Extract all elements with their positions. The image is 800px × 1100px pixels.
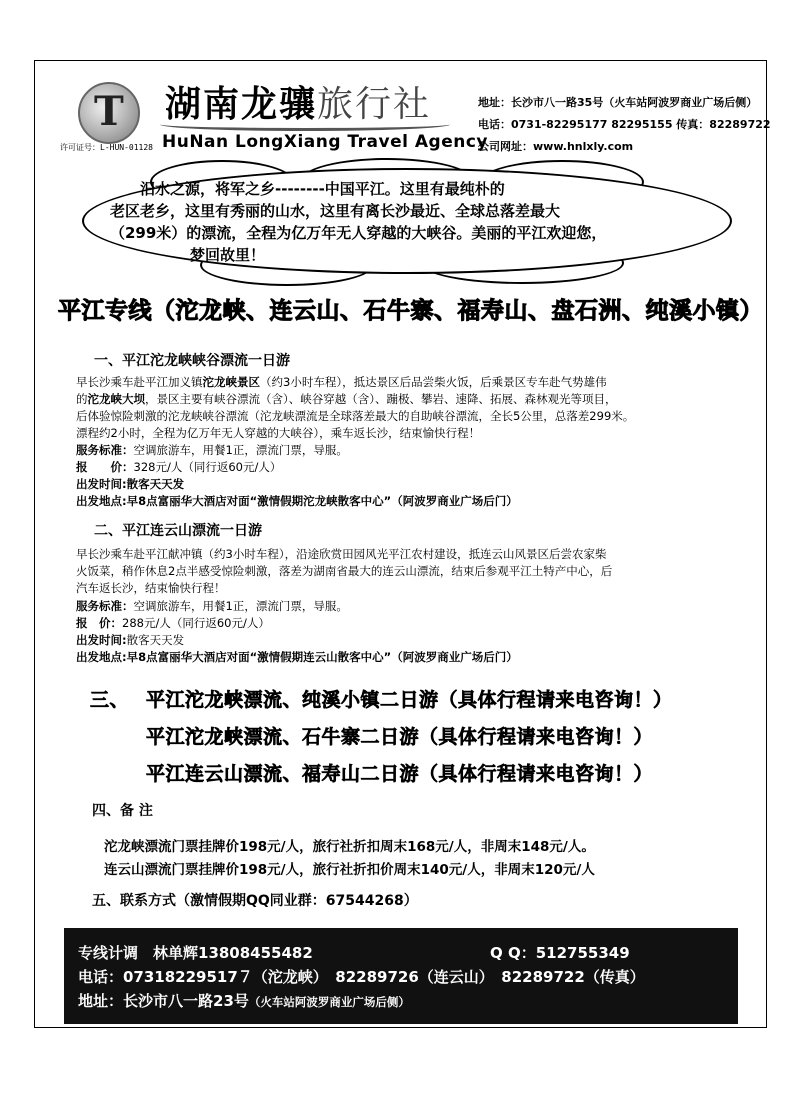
footer-contact-person: 专线计调 林单辉13808455482 <box>78 944 313 962</box>
tour-line: 平江连云山漂流、福寿山二日游（具体行程请来电咨询！） <box>146 763 654 785</box>
intro-line: 汨水之源，将军之乡--------中国平江。这里有最纯朴的 <box>140 180 505 198</box>
section4-heading: 四、备 注 <box>92 803 153 819</box>
section2-description: 早长沙乘车赴平江献冲镇（约3小时车程），沿途欣赏田园风光平江农村建设，抵连云山风景区后尝农家柴 火饭菜，稍作休息2点半感受惊险刺激，落差为湖南省最大的连云山漂流，结束后参观平江土特产中心，后 汽车返长沙，结束愉快行程！ <box>76 547 613 595</box>
section1-details: 服务标准：空调旅游车，用餐1正，漂流门票，导服。 报 价：328元/人（同行返60元/人） 出发时间:散客天天发 出发地点:早8点富丽华大酒店对面“激情假期沱龙峡散客中心”（阿波罗商业广场后门） <box>76 443 518 508</box>
header-phone: 电话：0731-82295177 82295155 传真：82289722 <box>478 118 771 131</box>
intro-line: （299米）的漂流，全程为亿万年无人穿越的大峡谷。美丽的平江欢迎您， <box>110 224 607 242</box>
brand-swoosh <box>160 118 450 131</box>
section3-prefix: 三、 <box>90 689 130 711</box>
company-logo: T <box>78 82 140 144</box>
intro-text <box>110 178 720 266</box>
section1-heading: 一、平江沱龙峡峡谷漂流一日游 <box>94 353 290 369</box>
header-website: 公司网址：www.hnlxly.com <box>478 140 634 153</box>
tour-line: 平江沱龙峡漂流、石牛寨二日游（具体行程请来电咨询！） <box>146 726 654 748</box>
brand-name-part1: 湖南龙骧 <box>165 84 318 125</box>
intro-line: 梦回故里！ <box>190 246 266 264</box>
contact-footer <box>64 928 738 1024</box>
license-number: 许可证号：L-HUN-01128 <box>60 143 153 152</box>
brand-name-part2: 旅行社 <box>317 84 432 125</box>
section2-details: 服务标准：空调旅游车，用餐1正，漂流门票，导服。 报 价：288元/人（同行返60元/人） 出发时间:散客天天发 出发地点:早8点富丽华大酒店对面“激情假期连云山散客中心”（阿波罗商业广场后门） <box>76 599 518 664</box>
section2-heading: 二、平江连云山漂流一日游 <box>94 523 262 539</box>
tour-line: 平江沱龙峡漂流、纯溪小镇二日游（具体行程请来电咨询！） <box>146 689 673 711</box>
section5-heading: 五、联系方式（激情假期QQ同业群：67544268） <box>92 893 418 909</box>
header-address: 地址：长沙市八一路35号（火车站阿波罗商业广场后侧） <box>478 96 758 109</box>
header-contact <box>478 92 771 158</box>
footer-address: 地址：长沙市八一路23号（火车站阿波罗商业广场后侧） <box>78 992 410 1010</box>
intro-line: 老区老乡，这里有秀丽的山水，这里有离长沙最近、全球总落差最大 <box>110 202 561 220</box>
footer-qq: Q Q：512755349 <box>490 944 630 962</box>
brand-name-en: HuNan LongXiang Travel Agency <box>162 132 488 152</box>
note-line: 连云山漂流门票挂牌价198元/人，旅行社折扣价周末140元/人，非周末120元/人 <box>104 862 595 878</box>
footer-phones: 电话：07318229517７（沱龙峡） 82289726（连云山） 82289722（传真） <box>78 968 645 986</box>
main-title: 平江专线（沱龙峡、连云山、石牛寨、福寿山、盘石洲、纯溪小镇） <box>58 298 763 324</box>
section1-description: 早长沙乘车赴平江加义镇沱龙峡景区（约3小时车程），抵达景区后品尝柴火饭，后乘景区专车赴气势雄伟 的沱龙峡大坝，景区主要有峡谷漂流（含）、峡谷穿越（含）、蹦极、攀岩、速降、拓展、森林观光等项目， 后体验惊险刺激的沱龙峡峡谷漂流（沱龙峡漂流是全球落差最大的自助峡谷漂流，全长5公里，总落差299米。 漂程约2小时，全程为亿万年无人穿越的大峡谷），乘车返长沙，结束愉快行程！ <box>76 375 635 440</box>
note-line: 沱龙峡漂流门票挂牌价198元/人，旅行社折扣周末168元/人，非周末148元/人。 <box>104 839 595 855</box>
